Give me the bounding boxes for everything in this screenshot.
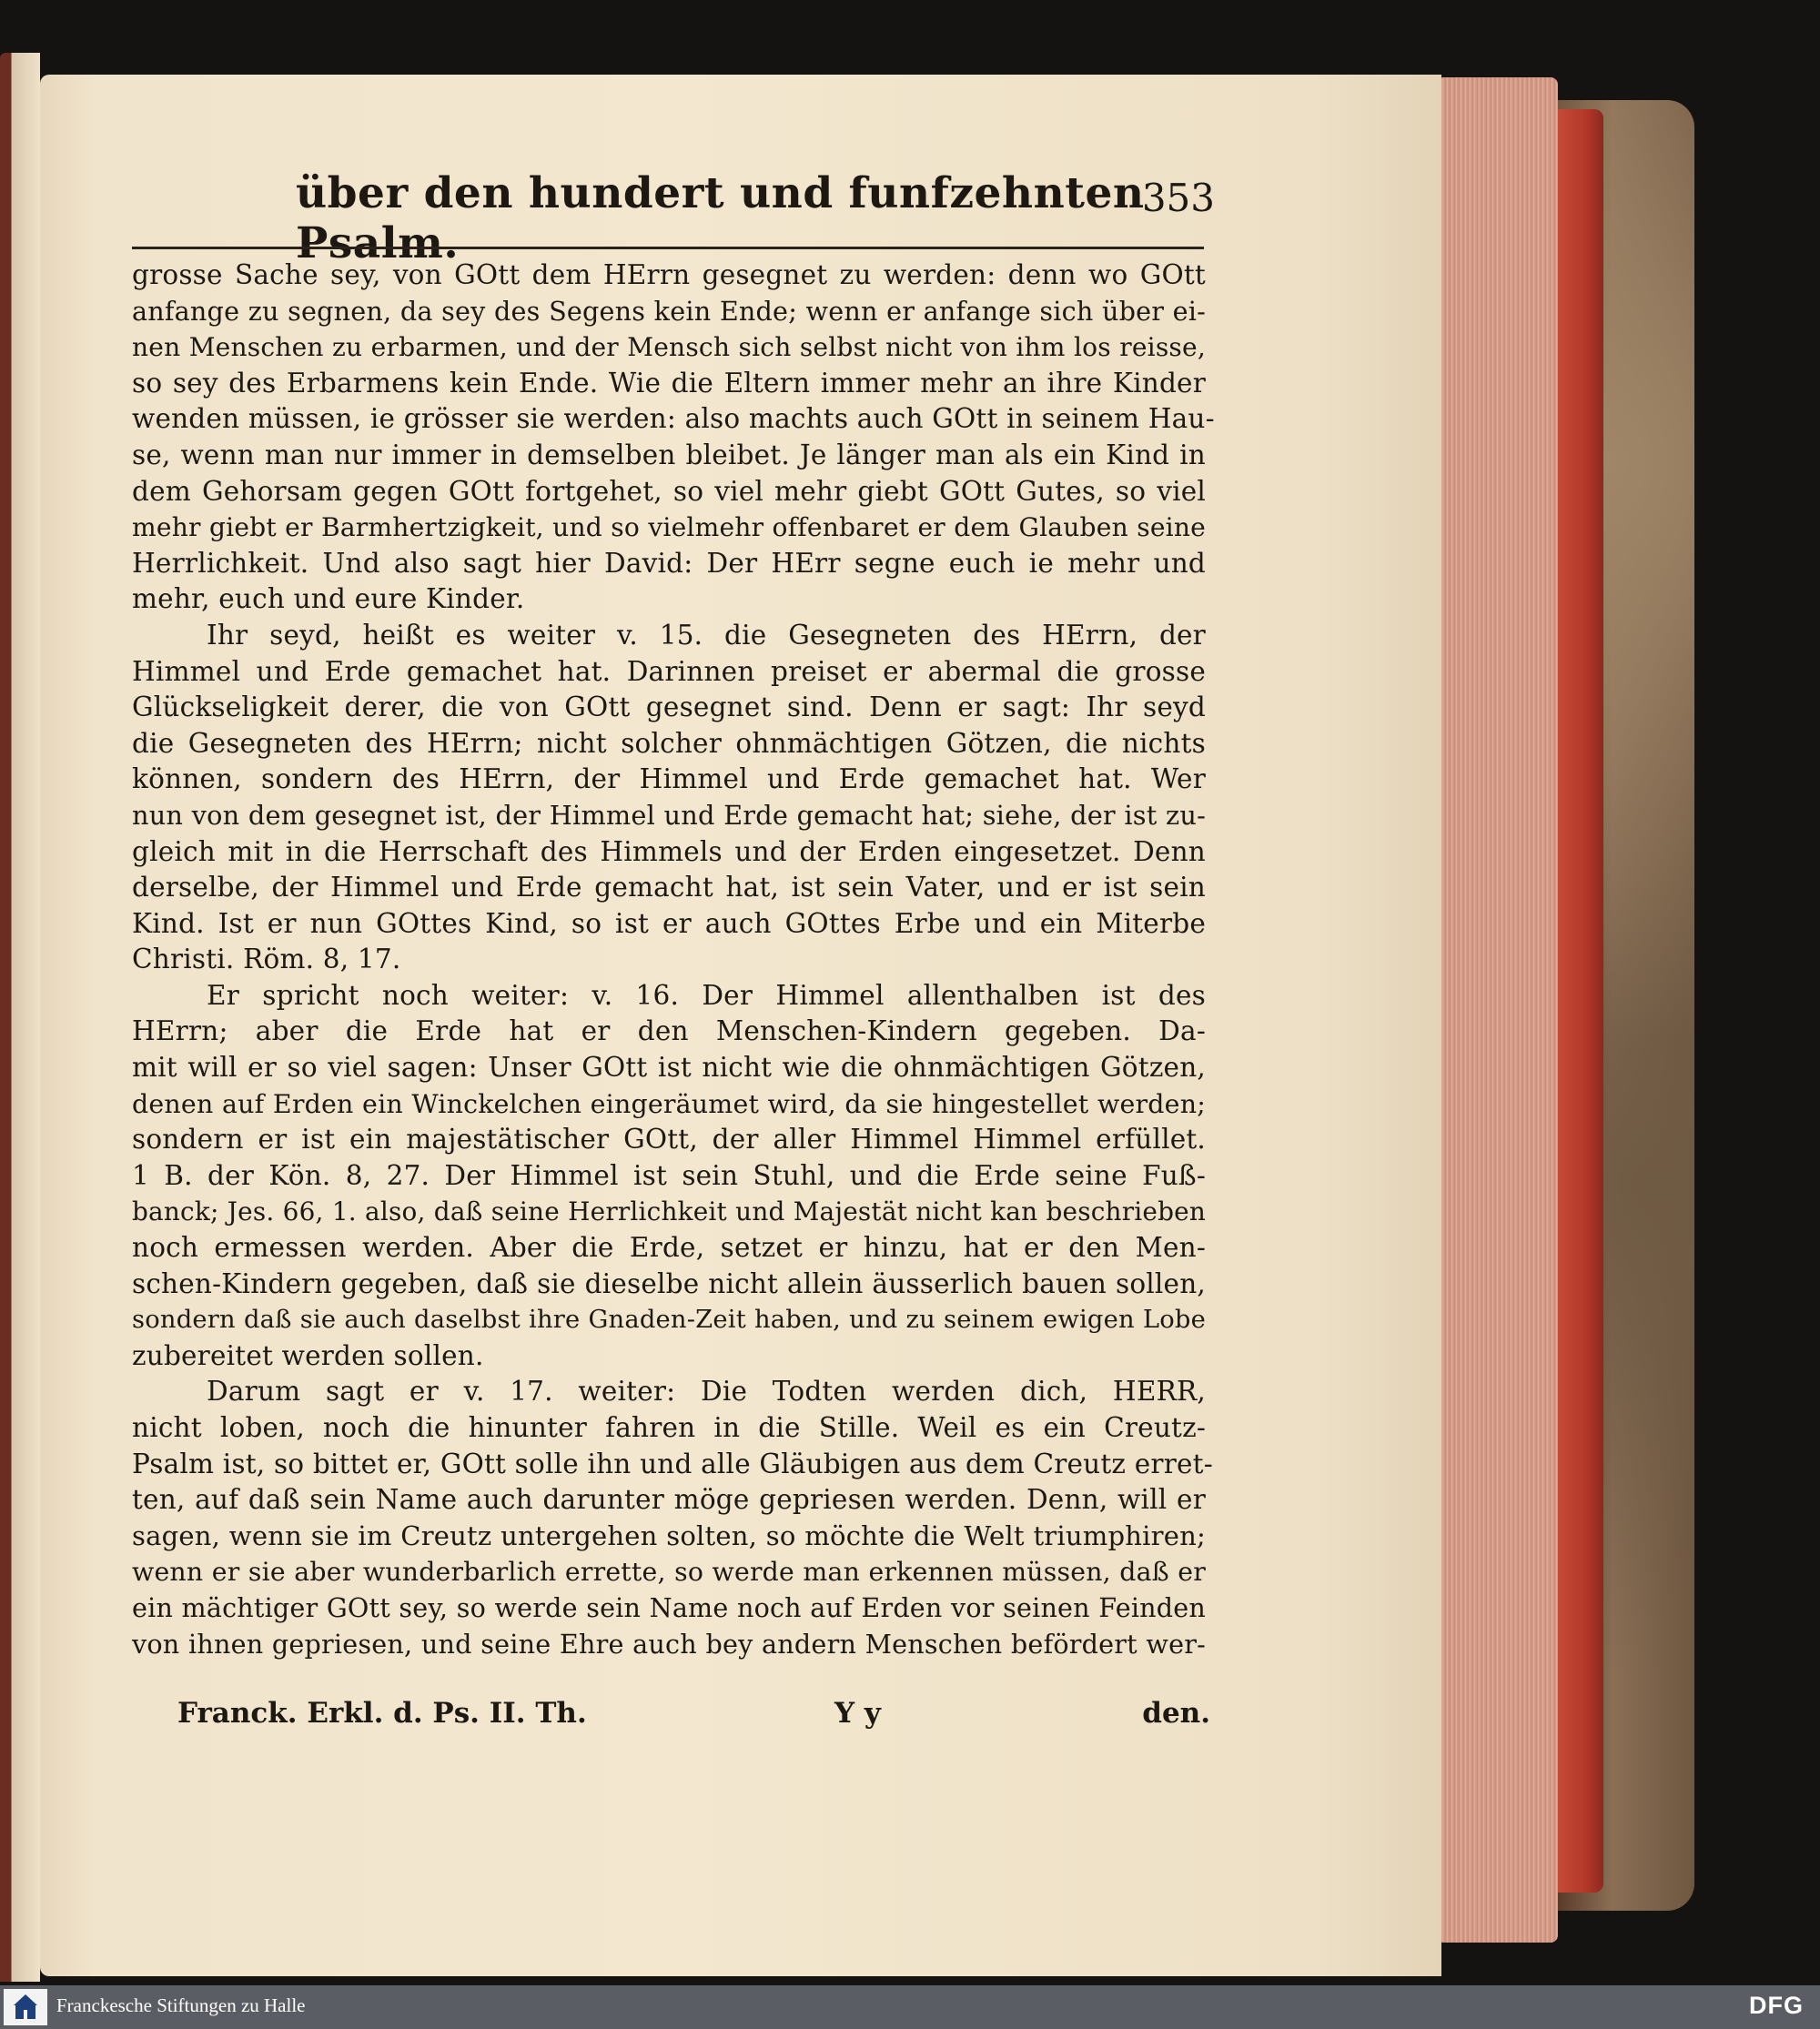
text-line: nen Menschen zu erbarmen, und der Mensch sich selbst nicht von ihm los reisse,: [132, 332, 1206, 363]
viewer-bottom-bar: [0, 1985, 1820, 2029]
running-title: über den hundert und funfzehnten Psalm.: [296, 168, 1145, 268]
catchword: den.: [1142, 1697, 1210, 1730]
page-number: 353: [1141, 176, 1215, 220]
text-line: Darum sagt er v. 17. weiter: Die Todten werden dich, HERR,: [207, 1376, 1206, 1408]
text-line: nun von dem gesegnet ist, der Himmel und Erde gemacht hat; siehe, der ist zu-: [132, 799, 1206, 831]
text-line: sondern daß sie auch daselbst ihre Gnaden-Zeit haben, und zu seinem ewigen Lobe: [132, 1306, 1206, 1335]
text-line: sondern er ist ein majestätischer GOtt, der aller Himmel Himmel erfüllet.: [132, 1124, 1206, 1156]
text-line: Psalm ist, so bittet er, GOtt solle ihn und alle Gläubigen aus dem Creutz erret-: [132, 1448, 1213, 1479]
text-line: nicht loben, noch die hinunter fahren in die Stille. Weil es ein Creutz-: [132, 1412, 1206, 1443]
text-line: Glückseligkeit derer, die von GOtt gesegnet sind. Denn er sagt: Ihr seyd: [132, 691, 1206, 723]
text-line: noch ermessen werden. Aber die Erde, setzet er hinzu, hat er den Men-: [132, 1232, 1206, 1264]
page-footer: [177, 1697, 1210, 1737]
text-line: wenn er sie aber wunderbarlich errette, so werde man erkennen müssen, daß er: [132, 1557, 1206, 1588]
red-page-edge: [1558, 109, 1603, 1893]
text-line: können, sondern des HErrn, der Himmel und Erde gemachet hat. Wer: [132, 763, 1206, 795]
text-line: derselbe, der Himmel und Erde gemacht hat, ist sein Vater, und er ist sein: [132, 872, 1206, 903]
text-line: zubereitet werden sollen.: [132, 1339, 484, 1371]
text-line: 1 B. der Kön. 8, 27. Der Himmel ist sein Stuhl, und die Erde seine Fuß-: [132, 1159, 1206, 1191]
text-line: Er spricht noch weiter: v. 16. Der Himmel allenthalben ist des: [207, 979, 1206, 1011]
text-line: ten, auf daß sein Name auch darunter möge gepriesen werden. Denn, will er: [132, 1484, 1206, 1516]
page-content: [132, 168, 1215, 1730]
text-line: Christi. Röm. 8, 17.: [132, 944, 401, 975]
page-block-edges: [1440, 77, 1558, 1943]
header-rule: [132, 247, 1204, 249]
franckesche-stiftungen-logo-icon[interactable]: [4, 1989, 47, 2025]
footer-running-title: Franck. Erkl. d. Ps. II. Th.: [177, 1697, 587, 1730]
text-line: mehr giebt er Barmhertzigkeit, und so vielmehr offenbaret er dem Glauben seine: [132, 512, 1206, 543]
text-line: so sey des Erbarmens kein Ende. Wie die Eltern immer mehr an ihre Kinder: [132, 367, 1206, 399]
text-line: banck; Jes. 66, 1. also, daß seine Herrlichkeit und Majestät nicht kan beschrieben: [132, 1196, 1206, 1227]
text-line: mehr, euch und eure Kinder.: [132, 583, 525, 615]
text-line: Kind. Ist er nun GOttes Kind, so ist er auch GOttes Erbe und ein Miterbe: [132, 907, 1206, 939]
text-line: HErrn; aber die Erde hat er den Menschen-Kindern gegeben. Da-: [132, 1015, 1206, 1047]
text-line: mit will er so viel sagen: Unser GOtt ist nicht wie die ohnmächtigen Götzen,: [132, 1052, 1206, 1084]
body-text: [132, 257, 1215, 1662]
dfg-logo[interactable]: DFG: [1749, 1992, 1804, 2019]
institution-name[interactable]: Franckesche Stiftungen zu Halle: [56, 1994, 306, 2016]
text-line: denen auf Erden ein Winckelchen eingeräumet wird, da sie hingestellet werden;: [132, 1088, 1206, 1119]
text-line: ein mächtiger GOtt sey, so werde sein Name noch auf Erden vor seinen Feinden: [132, 1591, 1206, 1623]
text-line: die Gesegneten des HErrn; nicht solcher ohnmächtigen Götzen, die nichts: [132, 727, 1206, 759]
text-line: Himmel und Erde gemachet hat. Darinnen preiset er abermal die grosse: [132, 655, 1206, 687]
text-line: grosse Sache sey, von GOtt dem HErrn gesegnet zu werden: denn wo GOtt: [132, 259, 1206, 290]
running-head: [132, 168, 1215, 268]
text-line: wenden müssen, ie grösser sie werden: also machts auch GOtt in seinem Hau-: [132, 403, 1215, 435]
text-line: gleich mit in die Herrschaft des Himmels und der Erden eingesetzet. Denn: [132, 835, 1206, 867]
text-line: sagen, wenn sie im Creutz untergehen solten, so möchte die Welt triumphiren;: [132, 1519, 1206, 1551]
text-line: schen-Kindern gegeben, daß sie dieselbe nicht allein äusserlich bauen sollen,: [132, 1267, 1206, 1299]
text-line: Ihr seyd, heißt es weiter v. 15. die Gesegneten des HErrn, der: [207, 619, 1206, 651]
text-line: anfange zu segnen, da sey des Segens kein Ende; wenn er anfange sich über ei-: [132, 295, 1206, 327]
text-line: dem Gehorsam gegen GOtt fortgehet, so viel mehr giebt GOtt Gutes, so viel: [132, 475, 1206, 507]
text-line: Herrlichkeit. Und also sagt hier David: Der HErr segne euch ie mehr und: [132, 547, 1206, 579]
text-line: se, wenn man nur immer in demselben bleibet. Je länger man als ein Kind in: [132, 439, 1206, 470]
text-line: von ihnen gepriesen, und seine Ehre auch bey andern Menschen befördert wer-: [132, 1628, 1206, 1660]
left-page-edge: [0, 53, 40, 1982]
signature-mark: Y y: [834, 1697, 881, 1730]
